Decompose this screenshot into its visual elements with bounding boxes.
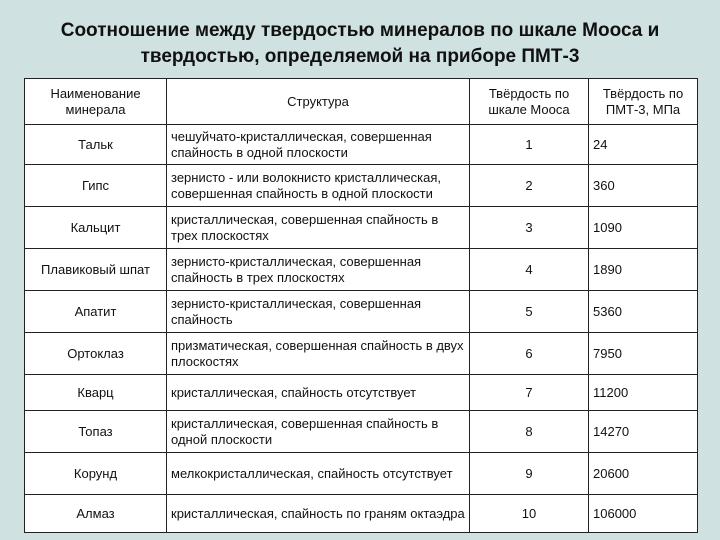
mohs-hardness-cell: 7 [470, 375, 589, 411]
pmt-hardness-cell: 11200 [589, 375, 698, 411]
pmt-hardness-cell: 106000 [589, 495, 698, 533]
minerals-hardness-table [24, 78, 698, 533]
table-row [25, 291, 698, 333]
header-mineral-name: Наименование минерала [25, 79, 167, 125]
mohs-hardness-cell: 5 [470, 291, 589, 333]
structure-cell: зернисто-кристаллическая, совершенная спайность [167, 291, 470, 333]
pmt-hardness-cell: 14270 [589, 411, 698, 453]
header-mohs-hardness: Твёрдость по шкале Мооса [470, 79, 589, 125]
mohs-hardness-cell: 1 [470, 125, 589, 165]
table-row [25, 495, 698, 533]
table-header-row [25, 79, 698, 125]
structure-cell: кристаллическая, совершенная спайность в трех плоскостях [167, 207, 470, 249]
mohs-hardness-cell: 3 [470, 207, 589, 249]
table-row [25, 453, 698, 495]
page-title [0, 18, 720, 70]
table-row [25, 207, 698, 249]
mineral-name-cell: Гипс [25, 165, 167, 207]
table-row [25, 333, 698, 375]
mineral-name-cell: Плавиковый шпат [25, 249, 167, 291]
structure-cell: мелкокристаллическая, спайность отсутствует [167, 453, 470, 495]
mineral-name-cell: Ортоклаз [25, 333, 167, 375]
table-body [25, 125, 698, 533]
mineral-name-cell: Кальцит [25, 207, 167, 249]
mohs-hardness-cell: 2 [470, 165, 589, 207]
header-pmt-hardness: Твёрдость по ПМТ-3, МПа [589, 79, 698, 125]
mohs-hardness-cell: 9 [470, 453, 589, 495]
table-row [25, 375, 698, 411]
mineral-name-cell: Тальк [25, 125, 167, 165]
mineral-name-cell: Корунд [25, 453, 167, 495]
structure-cell: зернисто-кристаллическая, совершенная спайность в трех плоскостях [167, 249, 470, 291]
pmt-hardness-cell: 5360 [589, 291, 698, 333]
structure-cell: зернисто - или волокнисто кристаллическая, совершенная спайность в одной плоскости [167, 165, 470, 207]
table-row [25, 165, 698, 207]
mohs-hardness-cell: 6 [470, 333, 589, 375]
pmt-hardness-cell: 7950 [589, 333, 698, 375]
structure-cell: чешуйчато-кристаллическая, совершенная спайность в одной плоскости [167, 125, 470, 165]
structure-cell: кристаллическая, спайность по граням октаэдра [167, 495, 470, 533]
structure-cell: кристаллическая, спайность отсутствует [167, 375, 470, 411]
mineral-name-cell: Апатит [25, 291, 167, 333]
table-row [25, 125, 698, 165]
pmt-hardness-cell: 24 [589, 125, 698, 165]
title-line-2: твердостью, определяемой на приборе ПМТ-3 [140, 46, 580, 67]
mineral-name-cell: Алмаз [25, 495, 167, 533]
table-row [25, 249, 698, 291]
mohs-hardness-cell: 8 [470, 411, 589, 453]
header-structure: Структура [167, 79, 470, 125]
table-row [25, 411, 698, 453]
pmt-hardness-cell: 360 [589, 165, 698, 207]
mohs-hardness-cell: 4 [470, 249, 589, 291]
pmt-hardness-cell: 1090 [589, 207, 698, 249]
mineral-name-cell: Топаз [25, 411, 167, 453]
mohs-hardness-cell: 10 [470, 495, 589, 533]
pmt-hardness-cell: 20600 [589, 453, 698, 495]
structure-cell: кристаллическая, совершенная спайность в одной плоскости [167, 411, 470, 453]
pmt-hardness-cell: 1890 [589, 249, 698, 291]
structure-cell: призматическая, совершенная спайность в двух плоскостях [167, 333, 470, 375]
title-line-1: Соотношение между твердостью минералов по шкале Мооса и [60, 20, 660, 41]
mineral-name-cell: Кварц [25, 375, 167, 411]
